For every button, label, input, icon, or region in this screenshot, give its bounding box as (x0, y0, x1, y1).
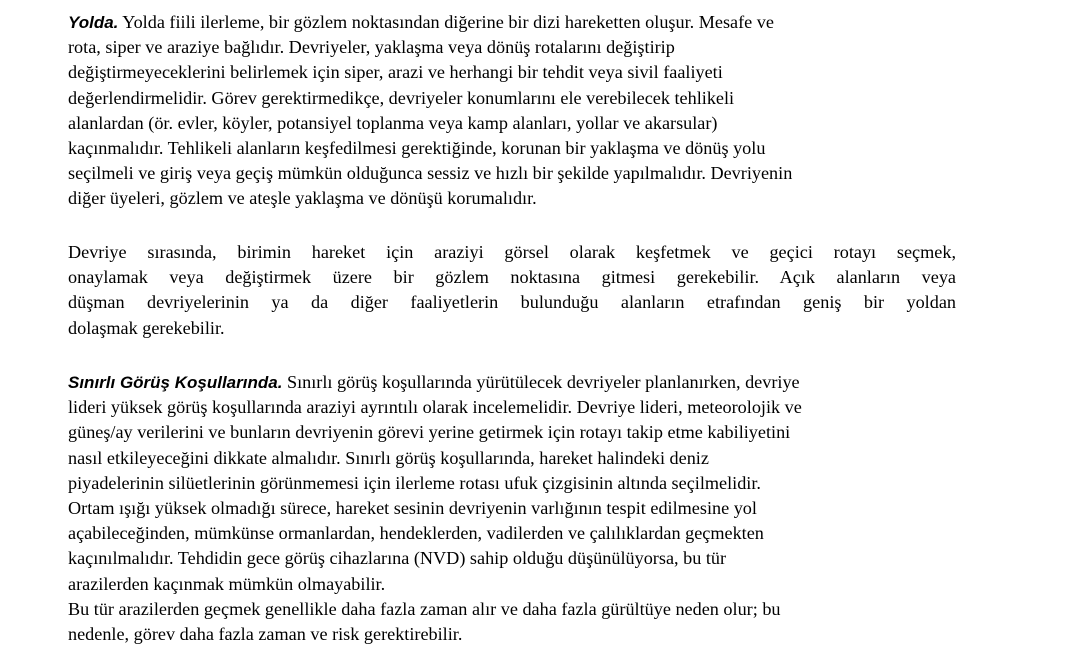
paragraph-heading: Yolda. (68, 13, 119, 32)
text-line: Sınırlı Görüş Koşullarında. Sınırlı görüş koşullarında yürütülecek devriyeler planlanırken, devriye (68, 372, 800, 392)
paragraph-sinirli-gorus (68, 370, 802, 647)
text-line: Ortam ışığı yüksek olmadığı sürece, hareket sesinin devriyenin varlığının tespit edilmesine yol (68, 497, 757, 518)
text-line: lideri yüksek görüş koşullarında araziyi ayrıntılı olarak incelemelidir. Devriye lideri, meteorolojik ve (68, 397, 802, 418)
text-line: seçilmeli ve giriş veya geçiş mümkün olduğunca sessiz ve hızlı bir şekilde yapılmalıdır. Devriyenin (68, 163, 793, 184)
text-line: Bu tür arazilerden geçmek genellikle daha fazla zaman alır ve daha fazla gürültüye neden olur; bu (68, 598, 781, 619)
text-line: Devriye sırasında, birimin hareket için araziyi görsel olarak keşfetmek ve geçici rotayı seçmek, (68, 242, 956, 262)
paragraph-devriye (68, 240, 956, 341)
text-line: değiştirmeyeceklerini belirlemek için siper, arazi ve herhangi bir tehdit veya sivil faaliyeti (68, 62, 723, 83)
text-line: güneş/ay verilerini ve bunların devriyenin görevi yerine getirmek için rotayı takip etme kabiliyetini (68, 422, 791, 443)
text-line: onaylamak veya değiştirmek üzere bir gözlem noktasına gitmesi gerekebilir. Açık alanların veya (68, 267, 956, 288)
text-line: nedenle, görev daha fazla zaman ve risk gerektirebilir. (68, 623, 463, 644)
paragraph-yolda (68, 10, 792, 212)
text-line: arazilerden kaçınmak mümkün olmayabilir. (68, 573, 386, 594)
paragraph-heading: Sınırlı Görüş Koşullarında. (68, 373, 283, 392)
text-line: piyadelerinin silüetlerinin görünmemesi için ilerleme rotası ufuk çizgisinin altında seçilmelidir. (68, 472, 761, 493)
text-line: rota, siper ve araziye bağlıdır. Devriyeler, yaklaşma veya dönüş rotalarını değiştirip (68, 37, 675, 58)
text-line: kaçınılmalıdır. Tehdidin gece görüş cihazlarına (NVD) sahip olduğu düşünülüyorsa, bu tür (68, 548, 727, 569)
text-line: açabileceğinden, mümkünse ormanlardan, hendeklerden, vadilerden ve çalılıklardan geçmekten (68, 523, 764, 544)
text-line: değerlendirmelidir. Görev gerektirmedikçe, devriyeler konumlarını ele verebilecek tehlikeli (68, 87, 735, 108)
text-line: düşman devriyelerinin ya da diğer faaliyetlerin bulunduğu alanların etrafından geniş bir yoldan (68, 292, 956, 313)
text-line: dolaşmak gerekebilir. (68, 317, 225, 338)
text-line: nasıl etkileyeceğini dikkate almalıdır. Sınırlı görüş koşullarında, hareket halindeki deniz (68, 447, 709, 468)
text-line: diğer üyeleri, gözlem ve ateşle yaklaşma ve dönüşü korumalıdır. (68, 188, 537, 209)
text-line: kaçınmalıdır. Tehlikeli alanların keşfedilmesi gerektiğinde, korunan bir yaklaşma ve dönüş yolu (68, 137, 766, 158)
text-line: alanlardan (ör. evler, köyler, potansiyel toplanma veya kamp alanları, yollar ve akarsular) (68, 112, 718, 133)
text-line: Yolda. Yolda fiili ilerleme, bir gözlem noktasından diğerine bir dizi hareketten oluşur. Mesafe ve (68, 12, 774, 32)
